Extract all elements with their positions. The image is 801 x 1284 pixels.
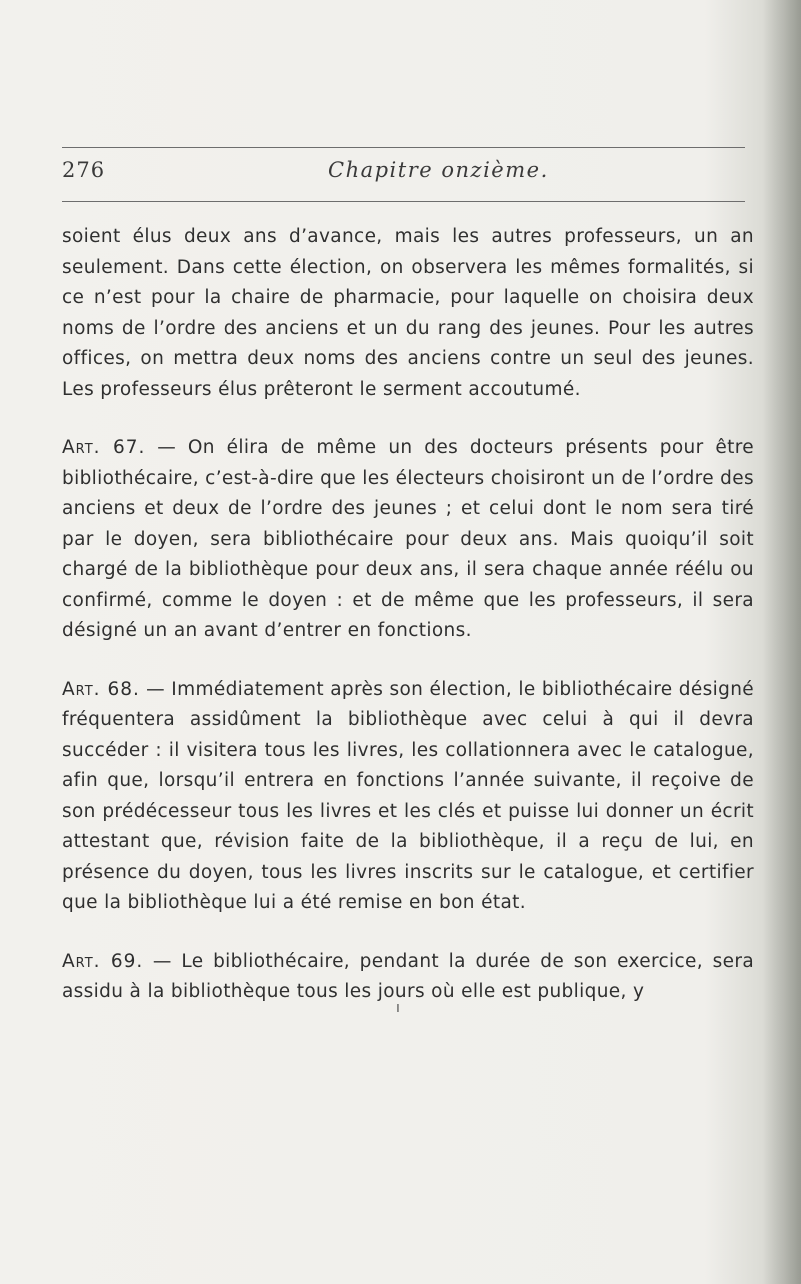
paragraph-text: — On élira de même un des docteurs présents pour être bibliothécaire, c’est-à-dire que les électeurs choisiront un de l’ordre des anciens et deux de l’ordre des jeunes ; et celui dont le nom sera tiré par le doyen, sera bibliothécaire pour deux ans. Mais quoiqu’il soit chargé de la bibliothèque pour deux ans, il sera chaque année réélu ou confirmé, comme le doyen : et de même que les professeurs, il sera désigné un an avant d’entrer en fonctions.: [62, 437, 754, 641]
header-rule-bottom: [62, 201, 745, 202]
page-edge-shadow: [763, 0, 801, 1284]
paragraph-article-67: [62, 433, 754, 647]
paragraph-text: — Immédiatement après son élection, le bibliothécaire désigné fréquentera assidûment la bibliothèque avec celui à qui il devra succéder : il visitera tous les livres, les collationnera avec le catalogue, afin que, lorsqu’il entrera en fonctions l’année suivante, il reçoive de son prédécesseur tous les livres et les clés et puisse lui donner un écrit attestant que, révision faite de la bibliothèque, il a reçu de lui, en présence du doyen, tous les livres inscrits sur le catalogue, et certifier que la bibliothèque lui a été remise en bon état.: [62, 678, 754, 913]
article-label: Art. 67.: [62, 437, 146, 458]
chapter-title: Chapitre onzième.: [328, 158, 549, 182]
body-text: [62, 222, 754, 1036]
paragraph-article-68: [62, 675, 754, 919]
article-label: Art. 69.: [62, 950, 144, 972]
paragraph-article-69: [62, 947, 754, 1008]
running-header: [62, 158, 745, 192]
paragraph-continuation: [62, 222, 754, 405]
header-rule-top: [62, 147, 745, 148]
paragraph-text: soient élus deux ans d’avance, mais les autres professeurs, un an seulement. Dans cette élection, on observera les mêmes formalités, si ce n’est pour la chaire de pharmacie, pour laquelle on choisira deux noms de l’ordre des anciens et un du rang des jeunes. Pour les autres offices, on mettra deux noms des anciens contre un seul des jeunes. Les professeurs élus prêteront le serment accoutumé.: [62, 226, 754, 400]
article-label: Art. 68.: [62, 678, 140, 700]
signature-mark: ı: [396, 1000, 400, 1016]
page-number: 276: [62, 158, 106, 182]
paragraph-text: — Le bibliothécaire, pendant la durée de son exercice, sera assidu à la bibliothèque tous les jours où elle est publique, y: [62, 950, 754, 1002]
